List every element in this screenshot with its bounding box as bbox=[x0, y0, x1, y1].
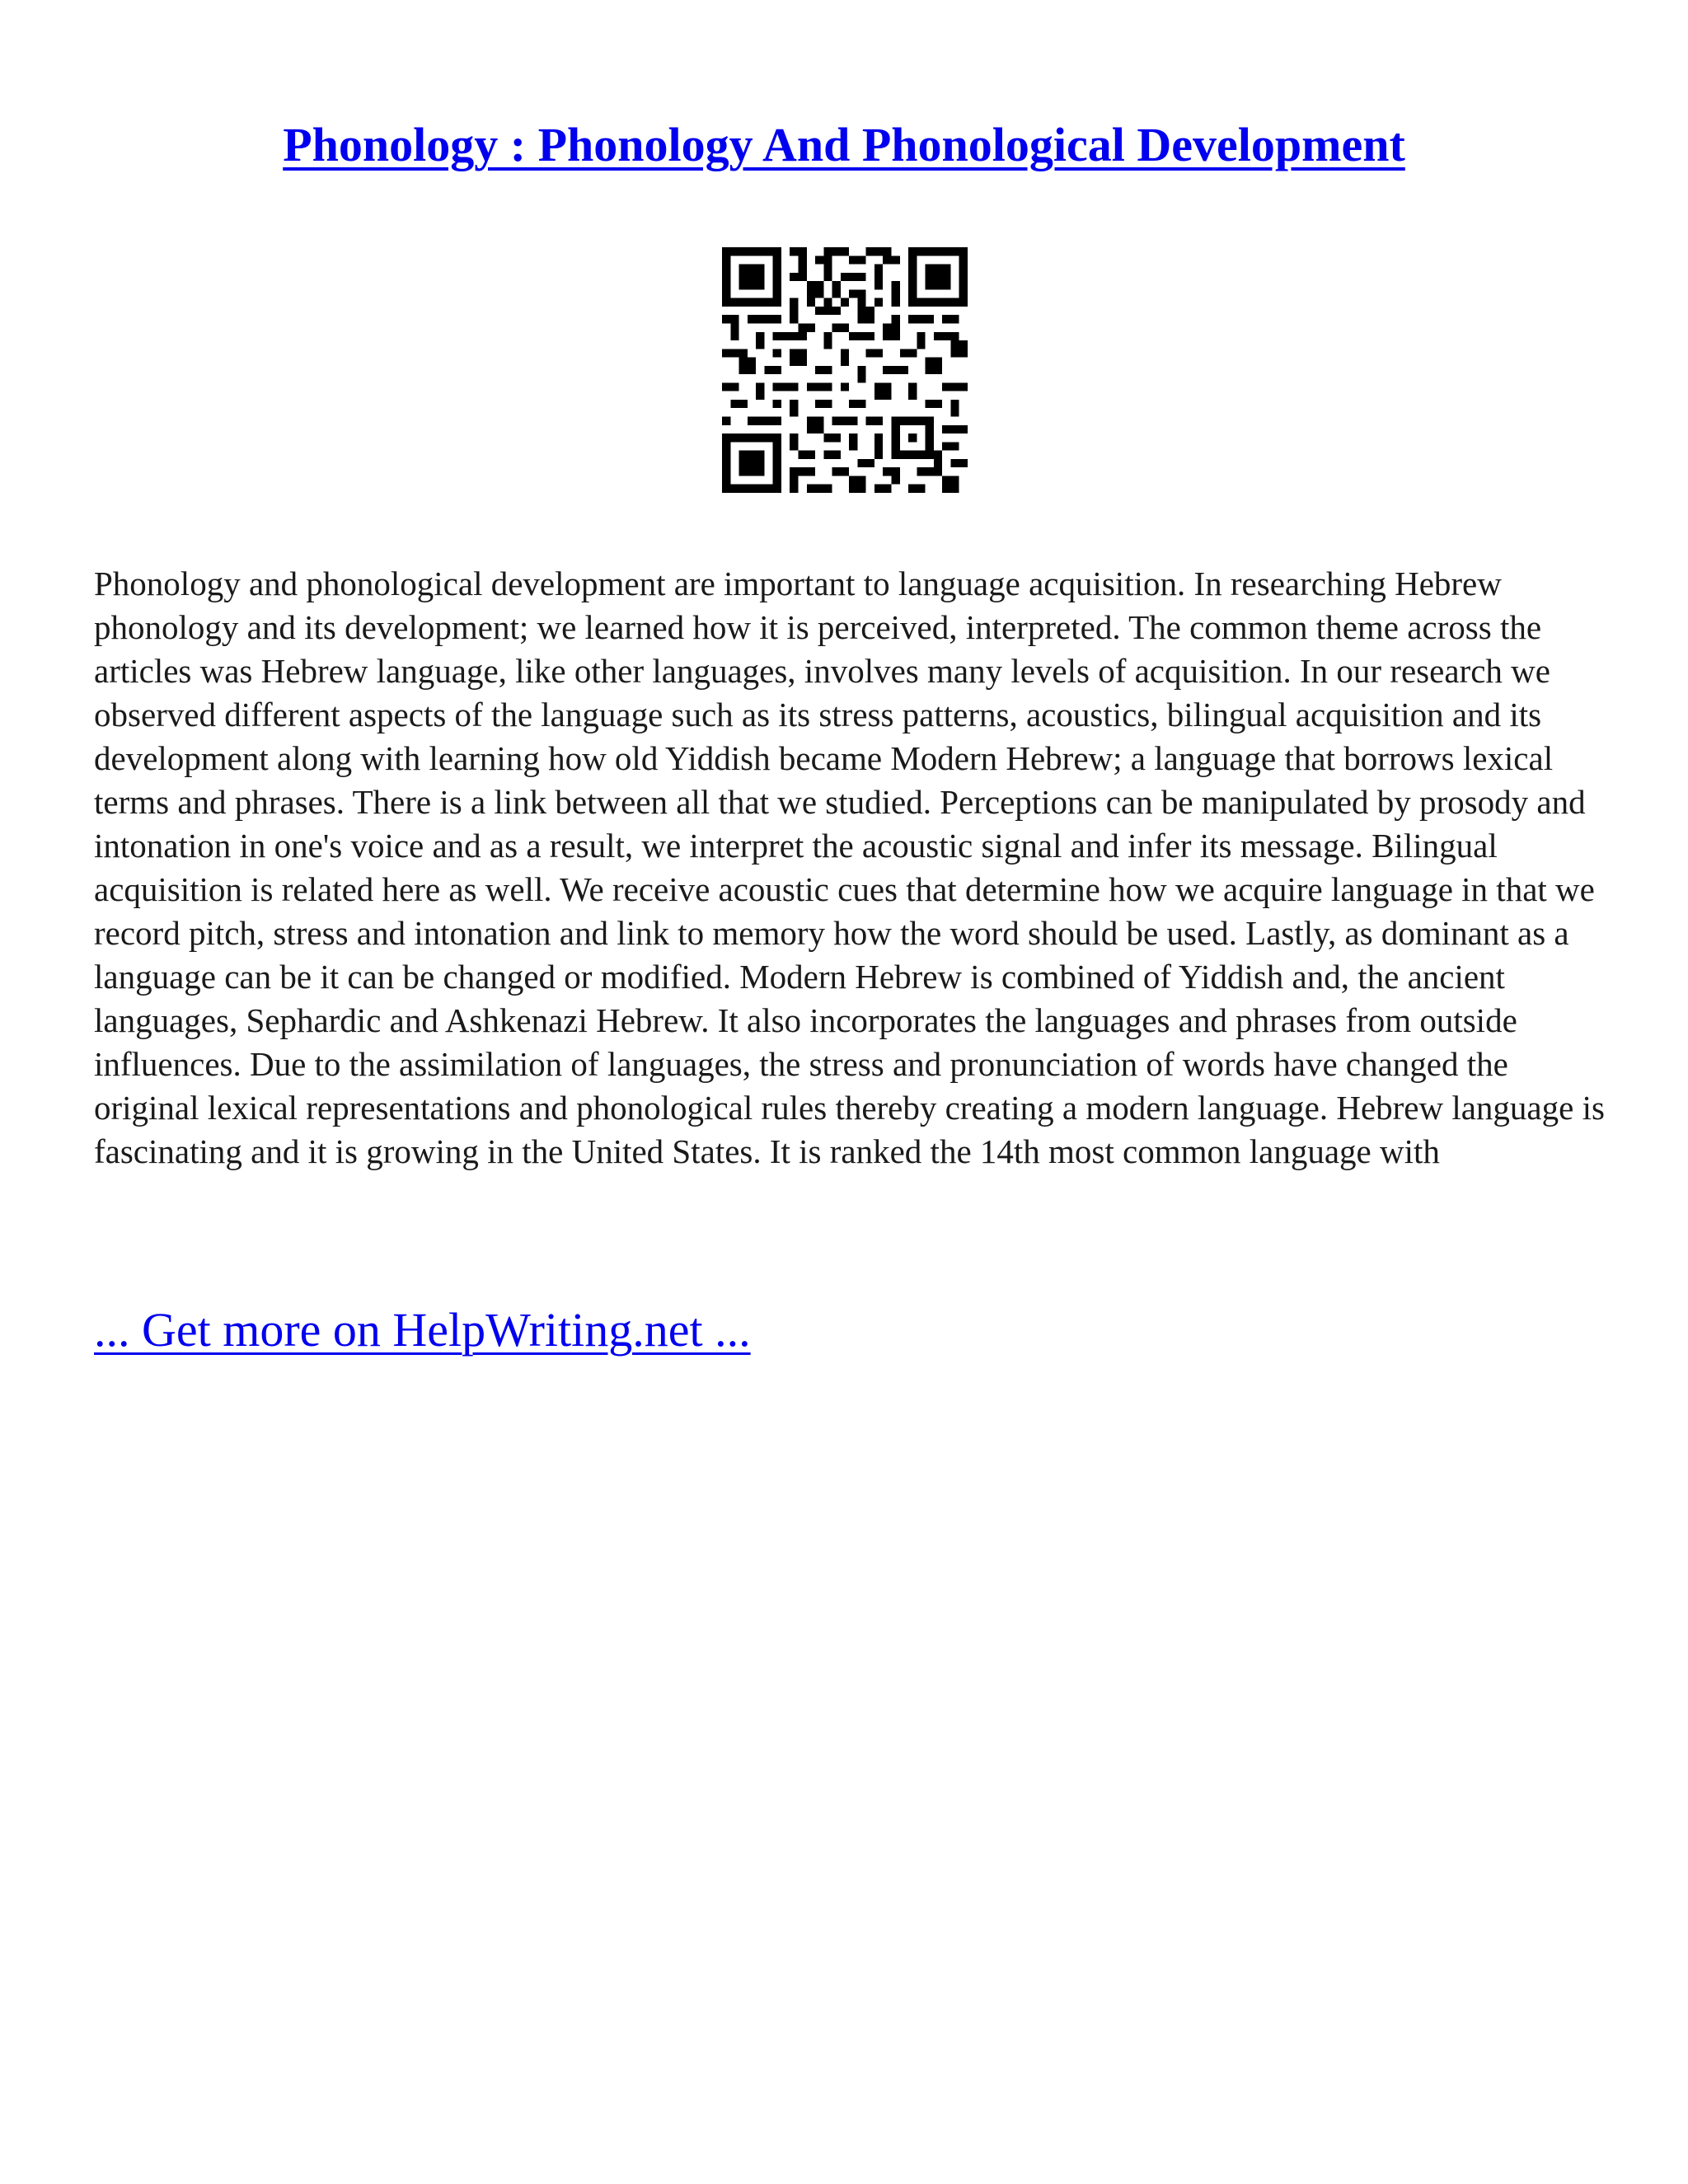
qr-code-icon bbox=[722, 247, 968, 493]
article-body: Phonology and phonological development are important to language acquisition. In researching Hebrew phonology and its development; we learned how it is perceived, interpreted. The common theme across the articles was Hebrew language, like other languages, involves many levels of acquisition. In our research we observed different aspects of the language such as its stress patterns, acoustics, bilingual acquisition and its development along with learning how old Yiddish became Modern Hebrew; a language that borrows lexical terms and phrases. There is a link between all that we studied. Perceptions can be manipulated by prosody and intonation in one's voice and as a result, we interpret the acoustic signal and infer its message. Bilingual acquisition is related here as well. We receive acoustic cues that determine how we acquire language in that we record pitch, stress and intonation and link to memory how the word should be used. Lastly, as dominant as a language can be it can be changed or modified. Modern Hebrew is combined of Yiddish and, the ancient languages, Sephardic and Ashkenazi Hebrew. It also incorporates the languages and phrases from outside influences. Due to the assimilation of languages, the stress and pronunciation of words have changed the original lexical representations and phonological rules thereby creating a modern language. Hebrew language is fascinating and it is growing in the United States. It is ranked the 14th most common language with bbox=[94, 565, 1605, 1170]
get-more-link[interactable]: ... Get more on HelpWriting.net ... bbox=[94, 1303, 751, 1357]
more-link-line bbox=[94, 1301, 751, 1360]
title-link[interactable]: Phonology : Phonology And Phonological Development bbox=[283, 118, 1405, 171]
document-title bbox=[0, 115, 1688, 175]
